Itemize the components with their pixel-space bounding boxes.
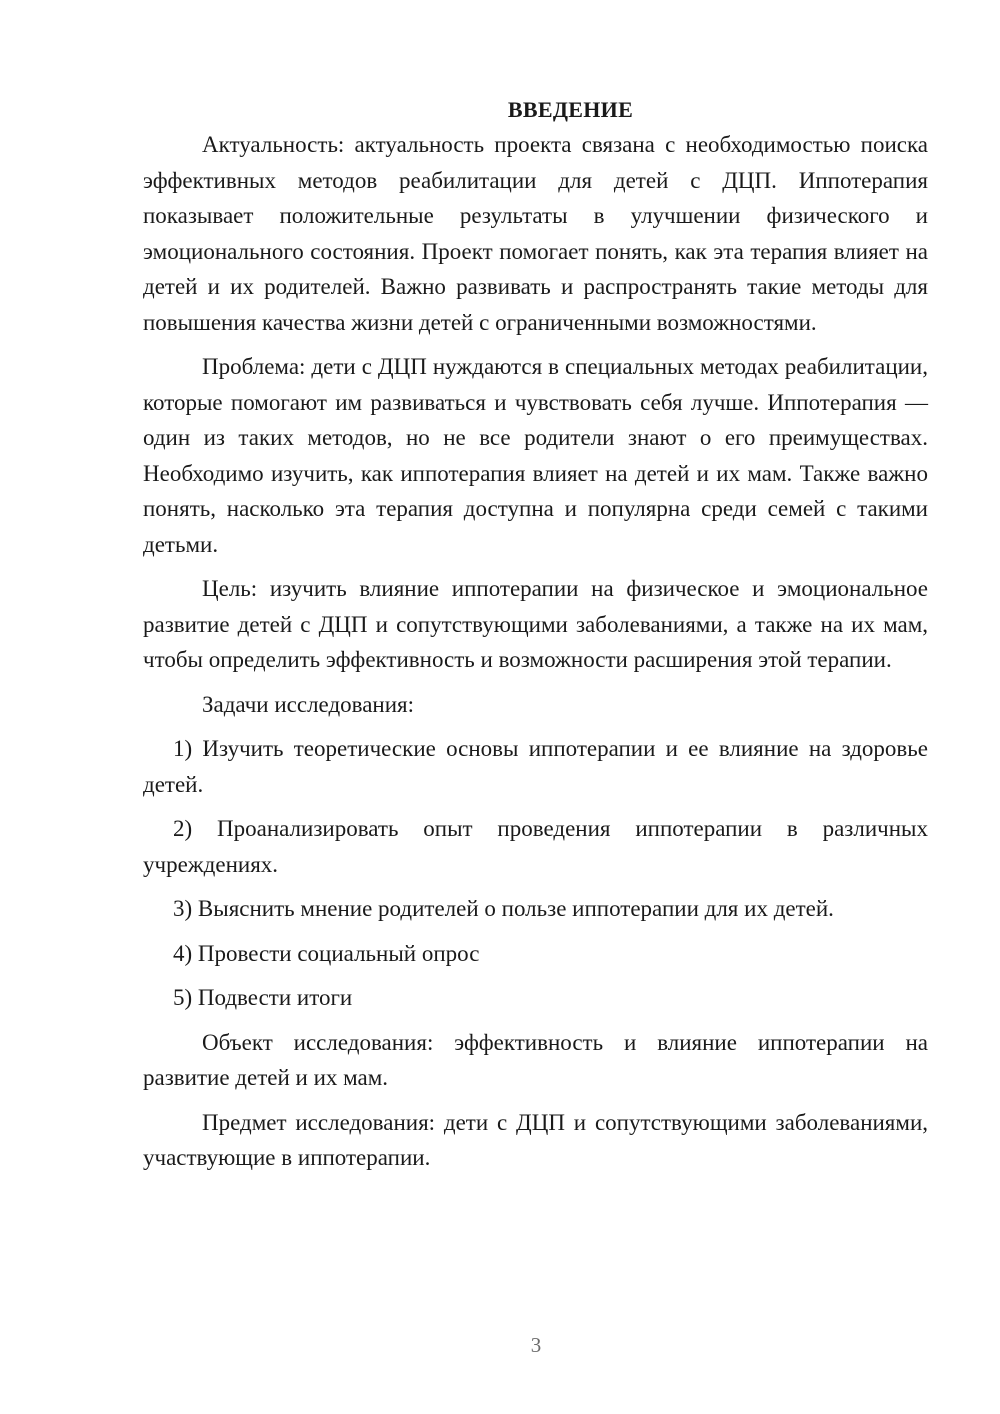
task-item: 4) Провести социальный опрос xyxy=(173,940,480,966)
task-item: 2) Проанализировать опыт проведения иппотерапии в различных учреждениях. xyxy=(143,816,928,877)
task-item: 1) Изучить теоретические основы иппотерапии и ее влияние на здоровье детей. xyxy=(143,736,928,797)
task-item: 3) Выяснить мнение родителей о пользе иппотерапии для их детей. xyxy=(173,896,834,921)
task-item: 5) Подвести итоги xyxy=(173,985,353,1010)
goal-paragraph: Цель: изучить влияние иппотерапии на физическое и эмоциональное развитие детей с ДЦП и сопутствующими заболеваниями, а также на их мам, чтобы определить эффективность и возможности расширения этой терапии. xyxy=(143,576,928,672)
document-body xyxy=(143,92,928,1176)
subject-paragraph: Предмет исследования: дети с ДЦП и сопутствующими заболеваниями, участвующие в иппотерапии. xyxy=(143,1109,928,1170)
relevance-paragraph: Актуальность: актуальность проекта связана с необходимостью поиска эффективных методов реабилитации для детей с ДЦП. Иппотерапия показывает положительные результаты в улучшении физического и эмоционального состояния. Проект помогает понять, как эта терапия влияет на детей и их родителей. Важно развивать и распространять такие методы для повышения качества жизни детей с ограниченными возможностями. xyxy=(143,132,928,335)
problem-paragraph: Проблема: дети с ДЦП нуждаются в специальных методах реабилитации, которые помогают им развиваться и чувствовать себя лучше. Иппотерапия — один из таких методов, но не все родители знают о его преимуществах. Необходимо изучить, как иппотерапия влияет на детей и их мам. Также важно понять, насколько эта терапия доступна и популярна среди семей с такими детьми. xyxy=(143,354,928,557)
page-number: 3 xyxy=(530,1333,542,1357)
section-title: ВВЕДЕНИЕ xyxy=(507,97,634,122)
tasks-heading: Задачи исследования: xyxy=(202,691,415,717)
object-paragraph: Объект исследования: эффективность и влияние иппотерапии на развитие детей и их мам. xyxy=(143,1029,928,1090)
